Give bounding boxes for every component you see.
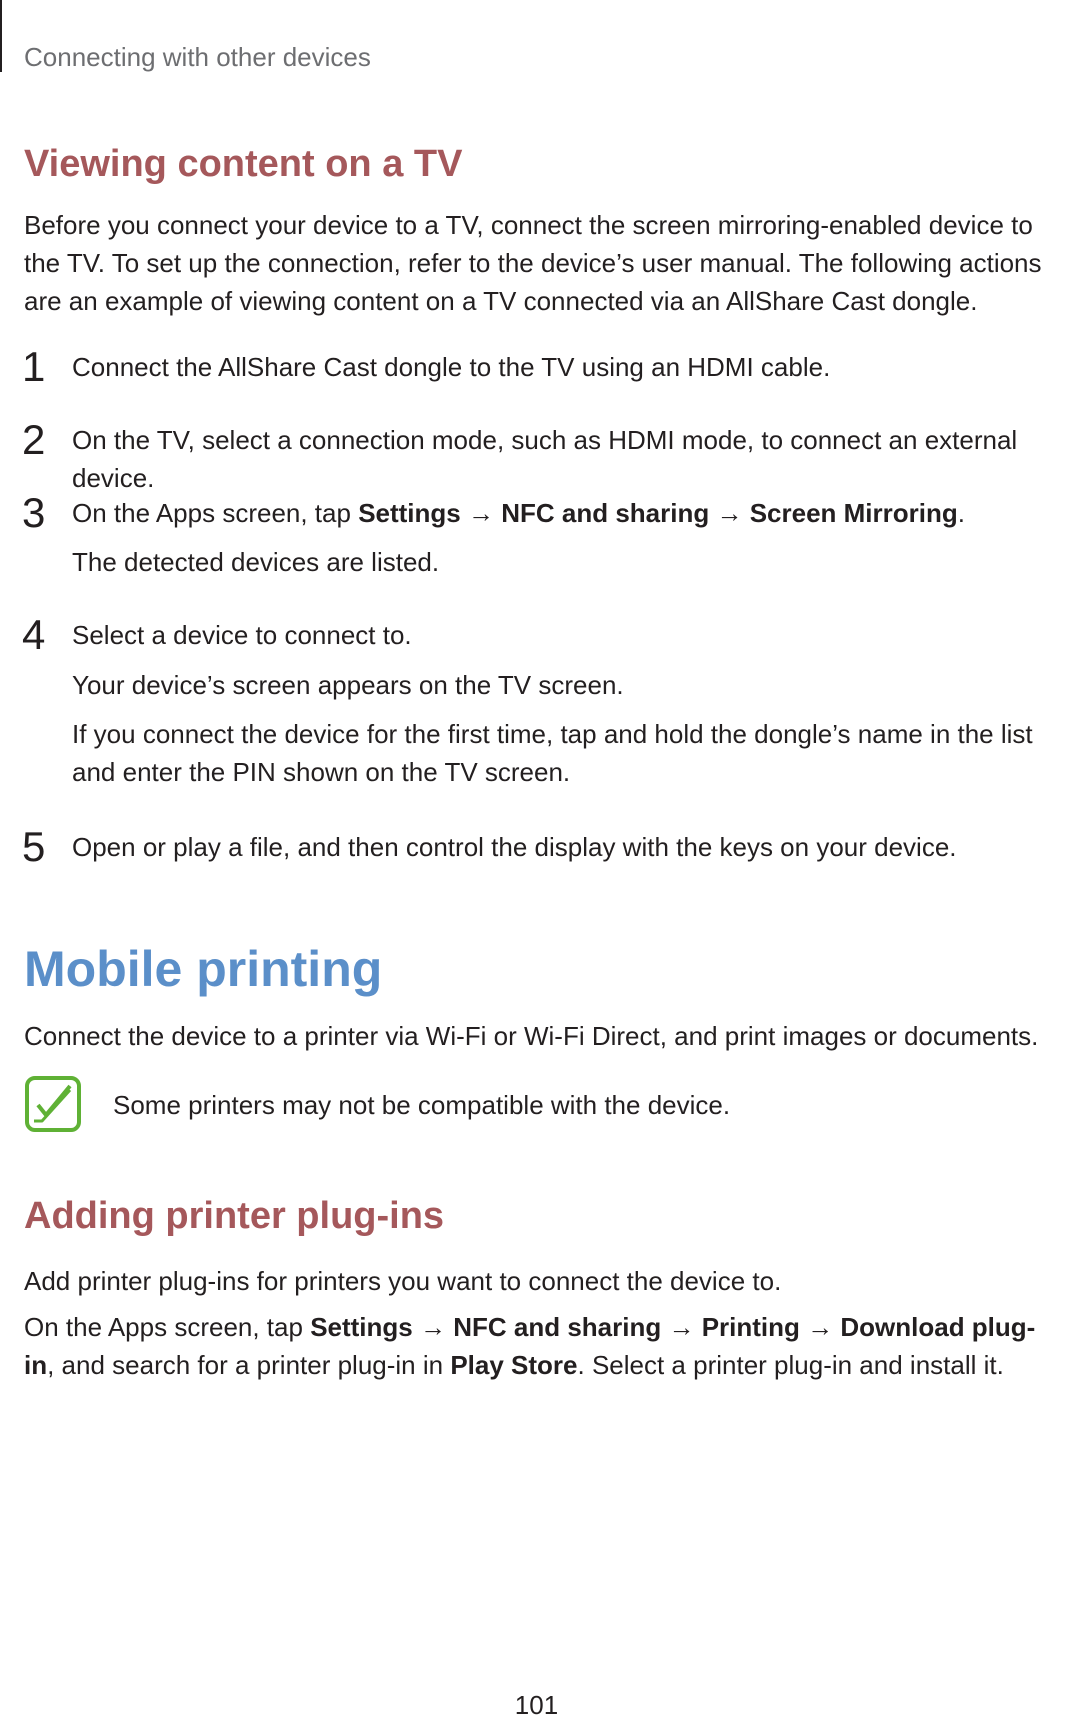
step-number: 2	[22, 416, 46, 463]
step-number: 4	[22, 611, 46, 658]
step-number: 1	[22, 343, 46, 390]
step-subtext: If you connect the device for the first time, tap and hold the dongle’s name in the list and enter the PIN shown on the TV screen.	[72, 719, 1033, 787]
menu-path-printing: Printing	[701, 1312, 800, 1342]
step-text: On the TV, select a connection mode, such as HDMI mode, to connect an external device.	[72, 425, 1018, 493]
step-number: 5	[22, 823, 46, 870]
step-text: Select a device to connect to.	[72, 620, 412, 650]
menu-path-download-plugin: Download plug-in	[24, 1312, 1036, 1380]
running-header: Connecting with other devices	[24, 42, 371, 72]
corner-rule	[0, 0, 2, 72]
menu-path-screen-mirroring: Screen Mirroring	[749, 498, 958, 528]
section-title-plugins: Adding printer plug-ins	[24, 1195, 445, 1237]
note-text: Some printers may not be compatible with the device.	[113, 1090, 731, 1120]
note-check-icon	[24, 1075, 82, 1133]
tv-intro: Before you connect your device to a TV, connect the screen mirroring-enabled device to the TV. To set up the connection, refer to the device’s user manual. The following actions are an example of viewing content on a TV connected via an AllShare Cast dongle.	[24, 210, 1042, 316]
step-subtext: The detected devices are listed.	[72, 547, 440, 577]
page-number: 101	[514, 1690, 559, 1720]
step-subtext: Your device’s screen appears on the TV screen.	[72, 670, 624, 700]
step-text: Connect the AllShare Cast dongle to the TV using an HDMI cable.	[72, 352, 831, 382]
step-text: Open or play a file, and then control the display with the keys on your device.	[72, 832, 957, 862]
menu-path-nfc: NFC and sharing	[453, 1312, 662, 1342]
plugins-instructions: On the Apps screen, tap Settings → NFC and sharing → Printing → Download plug-in, and search for a printer plug-in in Play Store. Select a printer plug-in and install it.	[24, 1312, 1036, 1380]
menu-path-settings: Settings	[310, 1312, 413, 1342]
plugins-intro: Add printer plug-ins for printers you want to connect the device to.	[24, 1266, 782, 1296]
menu-path-settings: Settings	[358, 498, 461, 528]
section-title-printing: Mobile printing	[24, 941, 383, 997]
step-number: 3	[22, 489, 46, 536]
section-title-tv: Viewing content on a TV	[24, 143, 463, 185]
printing-intro: Connect the device to a printer via Wi-Fi or Wi-Fi Direct, and print images or documents.	[24, 1021, 1039, 1051]
step-text: On the Apps screen, tap Settings → NFC and sharing → Screen Mirroring.	[72, 498, 965, 528]
menu-path-nfc: NFC and sharing	[501, 498, 710, 528]
play-store-label: Play Store	[450, 1350, 578, 1380]
